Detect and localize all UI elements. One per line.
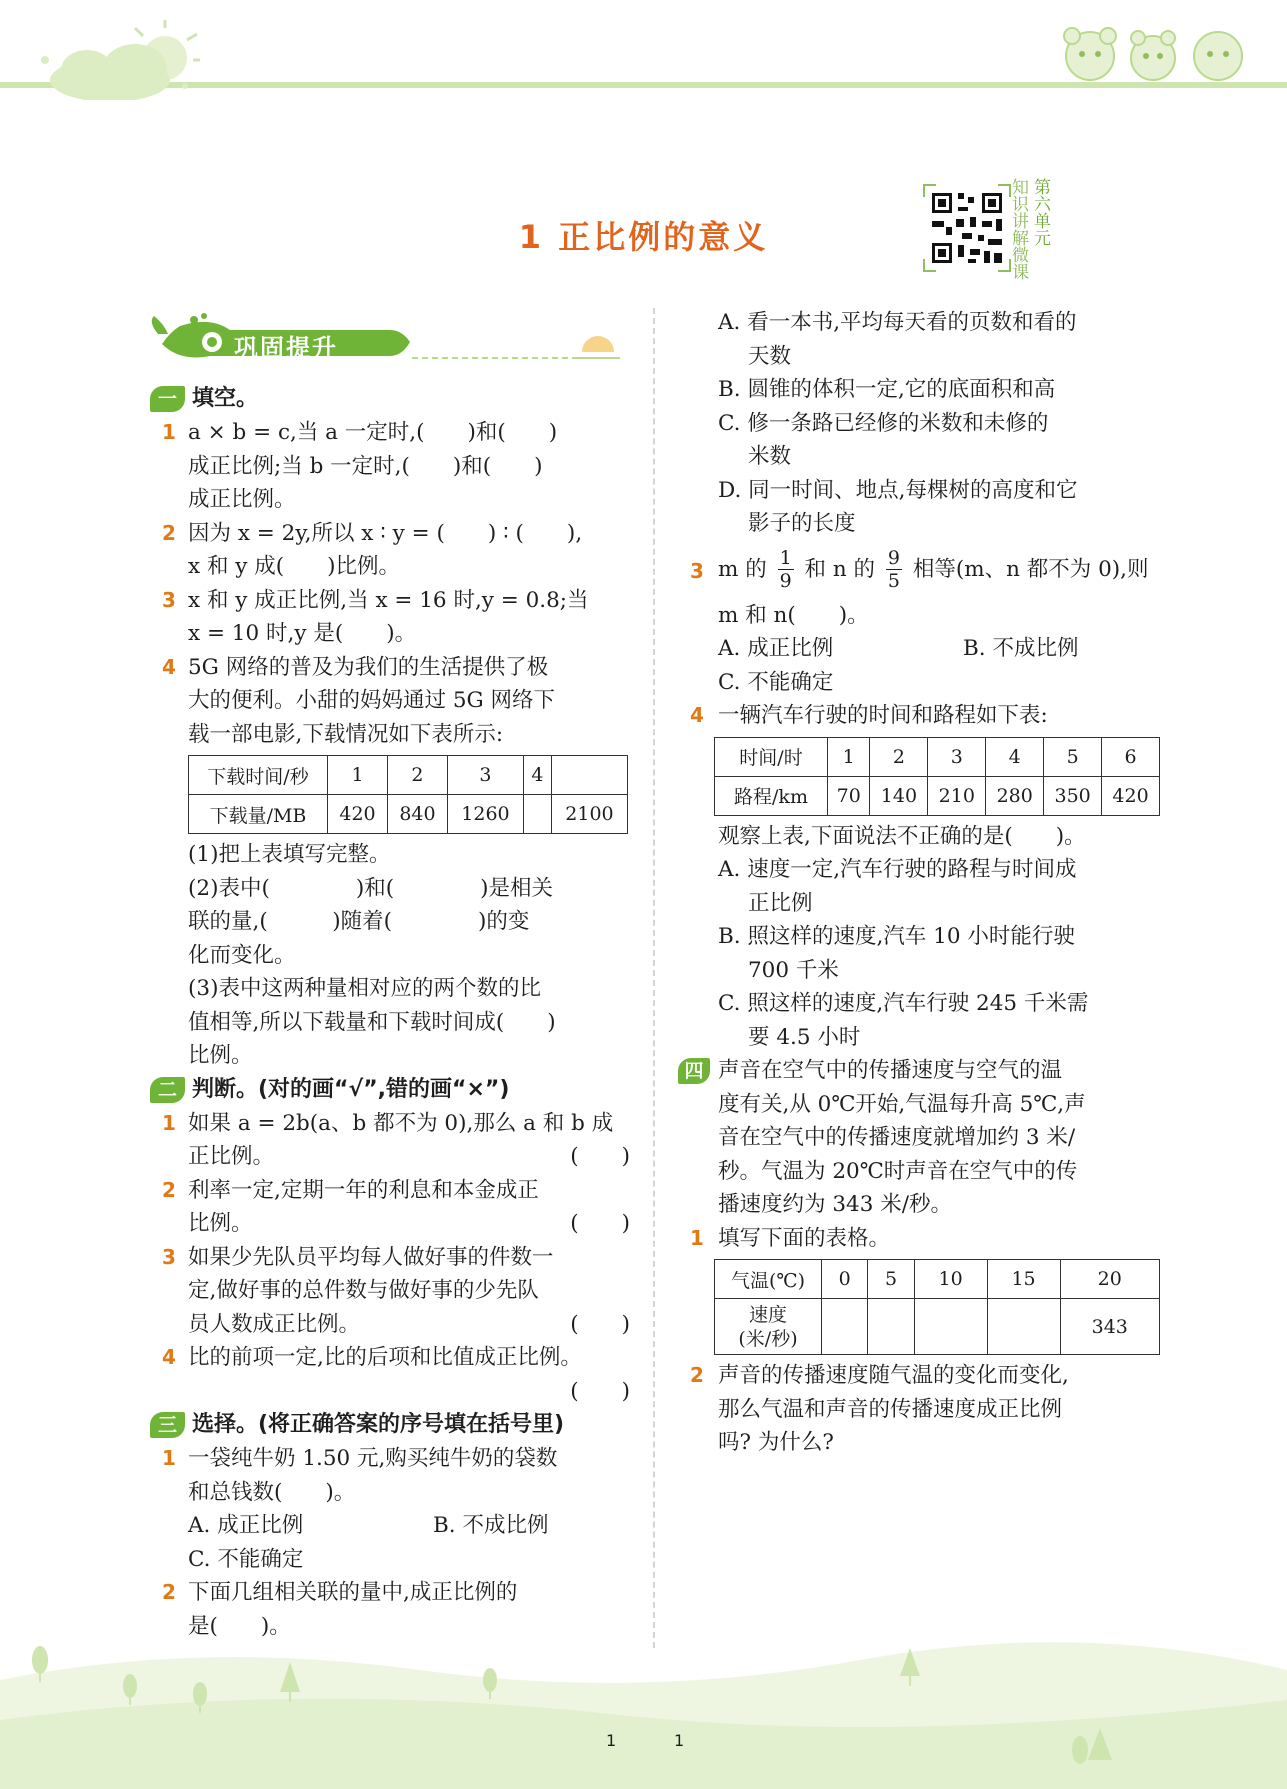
question-text: 和总钱数( )。 — [188, 1479, 356, 1505]
question-text: 如果少先队员平均每人做好事的件数一 — [188, 1244, 554, 1270]
table-cell: 5 — [1044, 737, 1102, 776]
sub-question: (1)把上表填写完整。 — [188, 842, 391, 867]
answer-blank[interactable]: ( ) — [570, 1378, 630, 1404]
table-cell-blank[interactable] — [551, 756, 627, 795]
option-a[interactable]: A. 成正比例 — [188, 1513, 304, 1538]
answer-blank[interactable]: ( ) — [570, 1311, 630, 1337]
question-text: 那么气温和声音的传播速度成正比例 — [718, 1396, 1063, 1422]
sound-speed-table — [714, 1259, 1160, 1355]
option-c[interactable] — [690, 987, 1160, 1054]
question-number: 1 — [162, 1110, 176, 1135]
sub-question: (3)表中这两种量相对应的两个数的比 — [188, 976, 541, 1001]
option-c[interactable] — [690, 407, 1160, 474]
question-text: 声音的传播速度随气温的变化而变化, — [718, 1363, 1069, 1388]
table-cell: 6 — [1102, 737, 1160, 776]
question-text: 成正比例。 — [188, 487, 296, 512]
question-number: 1 — [162, 1446, 176, 1470]
option-text: A. 速度一定,汽车行驶的路程与时间成 — [718, 857, 1077, 882]
question-text: 因为 x = 2y,所以 x ∶ y = ( ) ∶ ( ), — [188, 520, 583, 546]
sub-question: 化而变化。 — [188, 942, 296, 968]
question-number: 3 — [690, 558, 704, 583]
section-badge: 二 — [150, 1077, 185, 1103]
table-cell: 路程/km — [715, 776, 828, 815]
table-cell: 1 — [828, 737, 870, 776]
sub-question: 值相等,所以下载量和下载时间成( ) — [188, 1009, 556, 1035]
table-cell-blank[interactable] — [822, 1299, 868, 1355]
option-b[interactable]: B. 圆锥的体积一定,它的底面积和高 — [718, 377, 1056, 402]
page-title: 1 正比例的意义 — [518, 218, 769, 256]
option-a[interactable] — [690, 306, 1160, 373]
table-cell: 2 — [387, 756, 447, 795]
question-text: 吗? 为什么? — [718, 1430, 834, 1455]
question-text: 员人数成正比例。 — [188, 1311, 361, 1337]
table-cell: 15 — [987, 1260, 1060, 1299]
question-text: 音在空气中的传播速度就增加约 3 米/ — [718, 1125, 1076, 1150]
table-cell: 210 — [928, 776, 986, 815]
left-column — [150, 382, 630, 1643]
question-number: 3 — [162, 1244, 176, 1269]
table-cell: 下载时间/秒 — [189, 756, 328, 795]
section-badge: 一 — [150, 386, 185, 412]
question-number: 4 — [162, 654, 176, 679]
question-text: 秒。气温为 20℃时声音在空气中的传 — [718, 1158, 1078, 1184]
option-text: A. 看一本书,平均每天看的页数和看的 — [718, 310, 1077, 335]
table-cell: 3 — [928, 737, 986, 776]
option-a[interactable]: A. 成正比例 — [718, 636, 834, 661]
question-number: 2 — [162, 520, 176, 545]
question-number: 4 — [162, 1345, 176, 1369]
hills-decoration — [0, 1620, 1287, 1789]
question-text: 和 n 的 — [804, 556, 876, 582]
section-title: 选择。(将正确答案的序号填在括号里) — [192, 1412, 565, 1437]
option-text: 要 4.5 小时 — [748, 1024, 861, 1050]
table-cell: 4 — [986, 737, 1044, 776]
table-cell: 140 — [870, 776, 928, 815]
fraction-one-ninth — [778, 547, 794, 592]
question-number: 1 — [162, 420, 176, 444]
question-text: 比例。 — [188, 1211, 253, 1236]
question-2 — [150, 517, 630, 584]
table-cell-blank[interactable] — [868, 1299, 914, 1355]
option-text: C. 照这样的速度,汽车行驶 245 千米需 — [718, 991, 1089, 1016]
question-text: 观察上表,下面说法不正确的是( )。 — [718, 823, 1086, 849]
table-cell: 350 — [1044, 776, 1102, 815]
judge-3 — [150, 1241, 630, 1342]
option-text: C. 修一条路已经修的米数和未修的 — [718, 410, 1049, 436]
sun-cloud-icon — [25, 20, 200, 100]
qr-side-label-lesson: 知识讲解微课 — [1012, 178, 1029, 283]
table-cell: 70 — [828, 776, 870, 815]
question-text: 大的便利。小甜的妈妈通过 5G 网络下 — [188, 688, 556, 713]
question-text: 填写下面的表格。 — [718, 1225, 891, 1251]
question-text: m 和 n( )。 — [718, 602, 869, 628]
option-d[interactable] — [690, 474, 1160, 541]
question-text: 播速度约为 343 米/秒。 — [718, 1192, 952, 1217]
question-text: 5G 网络的普及为我们的生活提供了极 — [188, 654, 549, 680]
fraction-denominator: 5 — [887, 570, 900, 592]
section-judge — [150, 1073, 630, 1107]
section-badge: 三 — [150, 1412, 185, 1438]
fraction-numerator: 1 — [779, 547, 792, 569]
table-cell: 420 — [328, 795, 388, 834]
section-application — [678, 1054, 1160, 1222]
question-number: 4 — [690, 703, 704, 727]
table-cell: 420 — [1102, 776, 1160, 815]
option-text: 影子的长度 — [748, 511, 856, 536]
option-text: 正比例 — [748, 890, 813, 916]
section-banner-title: 巩固提升 — [234, 334, 338, 362]
question-number: 2 — [162, 1580, 176, 1604]
table-cell-blank[interactable] — [914, 1299, 987, 1355]
option-b[interactable]: B. 不成比例 — [433, 1513, 549, 1538]
section-fill-blank — [150, 382, 630, 416]
section-banner — [150, 312, 630, 372]
table-cell: 下载量/MB — [189, 795, 328, 834]
travel-table — [714, 737, 1160, 816]
table-cell: 280 — [986, 776, 1044, 815]
question-text: 下面几组相关联的量中,成正比例的 — [188, 1580, 518, 1605]
option-text: B. 照这样的速度,汽车 10 小时能行驶 — [718, 924, 1075, 949]
option-text: 天数 — [748, 343, 792, 369]
option-a[interactable] — [690, 853, 1160, 920]
table-cell: 时间/时 — [715, 737, 828, 776]
question-text: 载一部电影,下载情况如下表所示: — [188, 721, 504, 747]
question-number: 2 — [690, 1363, 704, 1387]
choice-3 — [690, 541, 1160, 700]
question-text: x 和 y 成( )比例。 — [188, 554, 401, 579]
choice-4 — [690, 699, 1160, 733]
qr-code-icon[interactable] — [922, 183, 1012, 273]
judge-1 — [150, 1107, 630, 1174]
fraction-nine-fifths — [886, 547, 902, 592]
table-cell: 20 — [1060, 1260, 1160, 1299]
fill-question-1 — [690, 1222, 1160, 1256]
question-text: x = 10 时,y 是( )。 — [188, 621, 417, 646]
question-text: 定,做好事的总件数与做好事的少先队 — [188, 1278, 539, 1303]
table-cell: 840 — [387, 795, 447, 834]
table-row-header: 速度 — [748, 1303, 787, 1326]
question-text: 一袋纯牛奶 1.50 元,购买纯牛奶的袋数 — [188, 1446, 558, 1471]
question-text: 正比例。 — [188, 1144, 275, 1169]
question-text: m 的 — [718, 556, 767, 582]
option-b[interactable]: B. 不成比例 — [963, 636, 1079, 661]
question-text: 如果 a = 2b(a、b 都不为 0),那么 a 和 b 成 — [188, 1110, 614, 1136]
table-cell — [715, 1299, 822, 1355]
question-text: 相等(m、n 都不为 0),则 — [912, 556, 1149, 582]
table-cell: 气温(℃) — [715, 1260, 822, 1299]
table-cell: 5 — [868, 1260, 914, 1299]
table-cell: 10 — [914, 1260, 987, 1299]
section-badge: 四 — [678, 1058, 710, 1084]
question-text: 一辆汽车行驶的时间和路程如下表: — [718, 703, 1048, 728]
download-table — [188, 755, 628, 834]
section-title: 填空。 — [192, 386, 259, 411]
question-number: 3 — [162, 587, 176, 612]
section-title: 判断。(对的画“√”,错的画“×”) — [192, 1076, 510, 1102]
table-cell: 4 — [523, 756, 551, 795]
table-row — [715, 776, 1160, 815]
option-text: D. 同一时间、地点,每棵树的高度和它 — [718, 477, 1078, 503]
fill-question-2 — [690, 1359, 1160, 1460]
table-cell: 1260 — [447, 795, 523, 834]
judge-2 — [150, 1174, 630, 1241]
table-cell-blank[interactable] — [987, 1299, 1060, 1355]
qr-side-label-unit: 第六单元 — [1034, 178, 1051, 249]
question-3 — [150, 584, 630, 651]
table-cell: 2 — [870, 737, 928, 776]
table-row — [715, 737, 1160, 776]
option-c[interactable]: C. 不能确定 — [718, 669, 834, 695]
fraction-numerator: 9 — [887, 547, 900, 569]
sub-question: 比例。 — [188, 1043, 253, 1068]
option-text: 700 千米 — [748, 957, 839, 983]
question-text: 是( )。 — [188, 1613, 291, 1639]
table-cell: 2100 — [551, 795, 627, 834]
question-text: 度有关,从 0℃开始,气温每升高 5℃,声 — [718, 1091, 1086, 1117]
table-cell: 1 — [328, 756, 388, 795]
section-choice — [150, 1408, 630, 1442]
question-text: 声音在空气中的传播速度与空气的温 — [718, 1058, 1063, 1083]
answer-blank[interactable]: ( ) — [570, 1144, 630, 1169]
table-row — [715, 1260, 1160, 1299]
question-text: 比的前项一定,比的后项和比值成正比例。 — [188, 1345, 582, 1370]
table-cell: 343 — [1060, 1299, 1160, 1355]
judge-4 — [150, 1341, 630, 1408]
question-number: 2 — [162, 1177, 176, 1202]
question-text: a × b = c,当 a 一定时,( )和( ) — [188, 420, 558, 445]
column-divider — [653, 308, 655, 1648]
animal-faces-icon — [1058, 22, 1258, 84]
page-number-left: 1 — [606, 1731, 617, 1750]
table-row — [189, 756, 628, 795]
table-row — [715, 1299, 1160, 1355]
question-4 — [150, 651, 630, 752]
sub-question: 联的量,( )随着( )的变 — [188, 909, 530, 934]
table-row — [189, 795, 628, 834]
choice-1 — [150, 1442, 630, 1576]
question-text: 成正比例;当 b 一定时,( )和( ) — [188, 453, 543, 479]
question-1 — [150, 416, 630, 517]
option-b[interactable] — [690, 920, 1160, 987]
option-text: 米数 — [748, 444, 792, 469]
table-cell-blank[interactable] — [523, 795, 551, 834]
fraction-denominator: 9 — [779, 570, 792, 592]
page-number-right: 1 — [674, 1731, 685, 1750]
sub-question: (2)表中( )和( )是相关 — [188, 875, 554, 901]
question-number: 1 — [690, 1225, 704, 1250]
option-c[interactable]: C. 不能确定 — [188, 1546, 304, 1572]
table-cell: 3 — [447, 756, 523, 795]
question-text: x 和 y 成正比例,当 x = 16 时,y = 0.8;当 — [188, 587, 589, 613]
right-column — [684, 306, 1160, 1460]
answer-blank[interactable]: ( ) — [570, 1211, 630, 1236]
table-cell: 0 — [822, 1260, 868, 1299]
table-row-header: (米/秒) — [738, 1327, 798, 1350]
question-text: 利率一定,定期一年的利息和本金成正 — [188, 1177, 539, 1203]
